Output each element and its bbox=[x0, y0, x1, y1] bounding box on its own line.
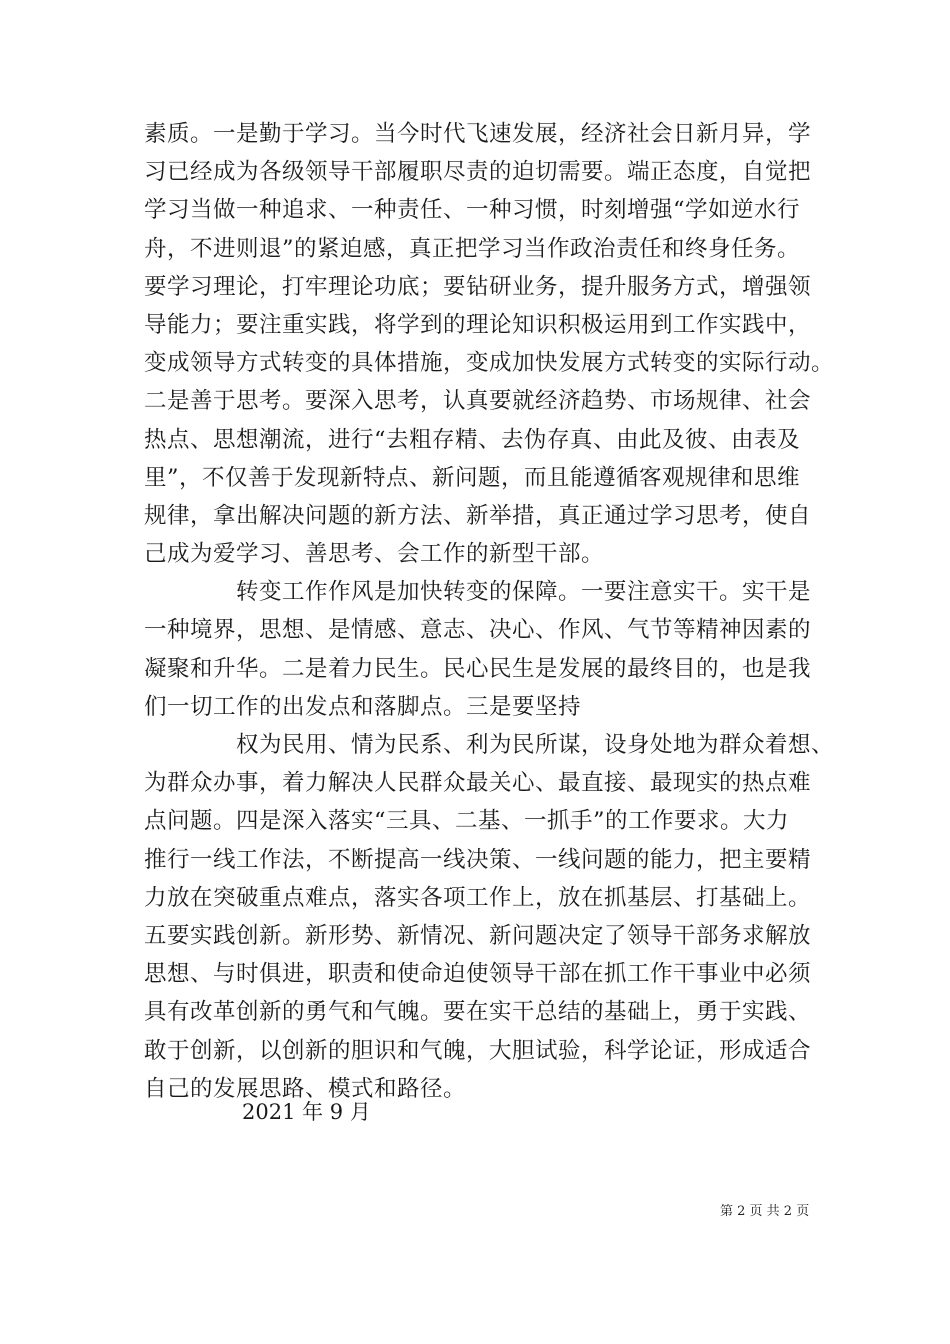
text-line: 里”，不仅善于发现新特点、新问题，而且能遵循客观规律和思维 bbox=[144, 464, 801, 491]
text-line: 规律，拿出解决问题的新方法、新举措，真正通过学习思考，使自 bbox=[144, 502, 812, 529]
text-line: 为群众办事，着力解决人民群众最关心、最直接、最现实的热点难 bbox=[144, 770, 812, 797]
text-line: 思想、与时俱进，职责和使命迫使领导干部在抓工作干事业中必须 bbox=[144, 961, 812, 988]
text-line: 己成为爱学习、善思考、会工作的新型干部。 bbox=[144, 541, 605, 568]
text-line: 变成领导方式转变的具体措施，变成加快发展方式转变的实际行动。 bbox=[144, 350, 835, 377]
text-line: 舟，不进则退”的紧迫感，真正把学习当作政治责任和终身任务。 bbox=[144, 235, 801, 262]
text-line: 素质。一是勤于学习。当今时代飞速发展，经济社会日新月异，学 bbox=[144, 121, 812, 147]
date-line: 2021 年 9 月 bbox=[242, 1100, 371, 1124]
text-line: 导能力；要注重实践，将学到的理论知识积极运用到工作实践中， bbox=[144, 311, 812, 338]
text-line: 凝聚和升华。二是着力民生。民心民生是发展的最终目的，也是我 bbox=[144, 655, 812, 682]
text-line: 们一切工作的出发点和落脚点。三是要坚持 bbox=[144, 693, 582, 720]
text-line: 学习当做一种追求、一种责任、一种习惯，时刻增强“学如逆水行 bbox=[144, 197, 801, 224]
text-line: 热点、思想潮流，进行“去粗存精、去伪存真、由此及彼、由表及 bbox=[144, 426, 801, 453]
text-line: 敢于创新，以创新的胆识和气魄，大胆试验，科学论证，形成适合 bbox=[144, 1037, 812, 1064]
text-line: 要学习理论，打牢理论功底；要钻研业务，提升服务方式，增强领 bbox=[144, 273, 812, 300]
text-line: 力放在突破重点难点，落实各项工作上，放在抓基层、打基础上。 bbox=[144, 884, 812, 911]
text-line: 一种境界，思想、是情感、意志、决心、作风、气节等精神因素的 bbox=[144, 617, 812, 644]
text-line: 二是善于思考。要深入思考，认真要就经济趋势、市场规律、社会 bbox=[144, 388, 812, 415]
text-line: 点问题。四是深入落实“三具、二基、一抓手”的工作要求。大力 bbox=[144, 808, 790, 835]
text-line: 自己的发展思路、模式和路径。 bbox=[144, 1075, 467, 1102]
text-line: 权为民用、情为民系、利为民所谋，设身处地为群众着想、 bbox=[144, 732, 835, 758]
body-text bbox=[144, 115, 834, 1108]
text-line: 转变工作作风是加快转变的保障。一要注意实干。实干是 bbox=[144, 579, 812, 606]
page-number-footer: 第 2 页 共 2 页 bbox=[720, 1204, 810, 1219]
text-line: 具有改革创新的勇气和气魄。要在实干总结的基础上，勇于实践、 bbox=[144, 999, 812, 1026]
text-line: 习已经成为各级领导干部履职尽责的迫切需要。端正态度，自觉把 bbox=[144, 159, 812, 186]
text-line: 推行一线工作法，不断提高一线决策、一线问题的能力，把主要精 bbox=[144, 846, 812, 873]
text-line: 五要实践创新。新形势、新情况、新问题决定了领导干部务求解放 bbox=[144, 922, 812, 949]
